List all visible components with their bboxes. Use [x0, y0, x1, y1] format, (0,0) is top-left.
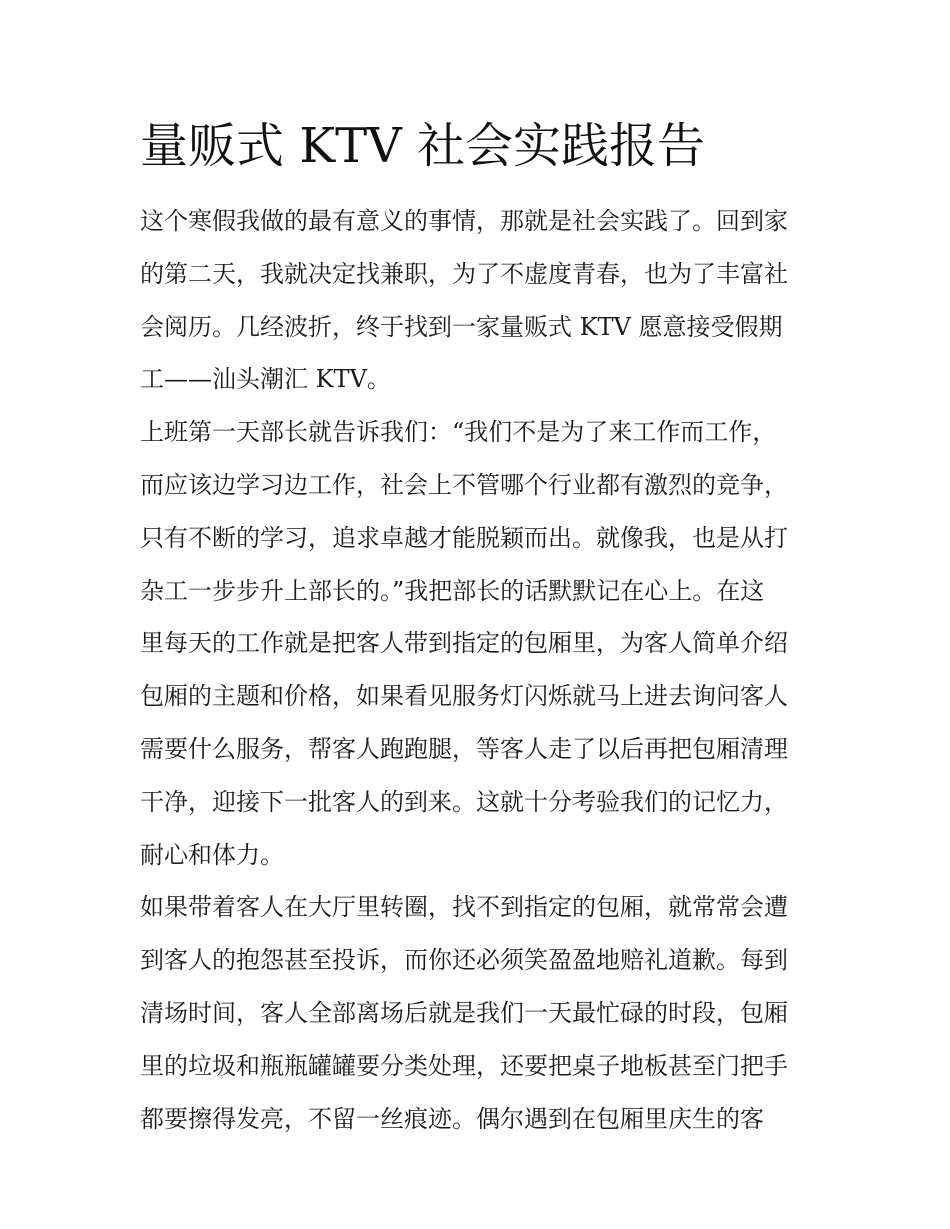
- document-title: 量贩式 KTV 社会实践报告: [140, 118, 706, 174]
- body-line: 到客人的抱怨甚至投诉，而你还必须笑盈盈地赔礼道歉。每到: [140, 946, 788, 975]
- body-line: 而应该边学习边工作，社会上不管哪个行业都有激烈的竞争，: [140, 470, 788, 499]
- body-line: 的第二天，我就决定找兼职，为了不虚度青春，也为了丰富社: [140, 259, 788, 288]
- body-line: 只有不断的学习，追求卓越才能脱颖而出。就像我，也是从打: [140, 523, 788, 552]
- body-line: 杂工一步步升上部长的。”我把部长的话默默记在心上。在这: [140, 576, 765, 605]
- body-line: 里的垃圾和瓶瓶罐罐要分类处理，还要把桌子地板甚至门把手: [140, 1051, 788, 1080]
- body-line: 清场时间，客人全部离场后就是我们一天最忙碌的时段，包厢: [140, 998, 788, 1027]
- body-line: 需要什么服务，帮客人跑跑腿，等客人走了以后再把包厢清理: [140, 734, 788, 763]
- body-line: 干净，迎接下一批客人的到来。这就十分考验我们的记忆力，: [140, 787, 788, 816]
- body-line: 这个寒假我做的最有意义的事情，那就是社会实践了。回到家: [140, 207, 788, 235]
- body-line: 会阅历。几经波折，终于找到一家量贩式 KTV 愿意接受假期: [140, 312, 783, 341]
- body-line: 都要擦得发亮，不留一丝痕迹。偶尔遇到在包厢里庆生的客: [140, 1104, 764, 1133]
- body-line: 工——汕头潮汇 KTV。: [140, 365, 391, 394]
- body-line: 上班第一天部长就告诉我们：“我们不是为了来工作而工作，: [140, 418, 777, 447]
- body-line: 如果带着客人在大厅里转圈，找不到指定的包厢，就常常会遭: [140, 893, 788, 922]
- body-line: 包厢的主题和价格，如果看见服务灯闪烁就马上进去询问客人: [140, 682, 788, 711]
- body-line: 里每天的工作就是把客人带到指定的包厢里，为客人简单介绍: [140, 629, 788, 658]
- body-line: 耐心和体力。: [140, 840, 284, 869]
- document-body: [140, 201, 812, 1151]
